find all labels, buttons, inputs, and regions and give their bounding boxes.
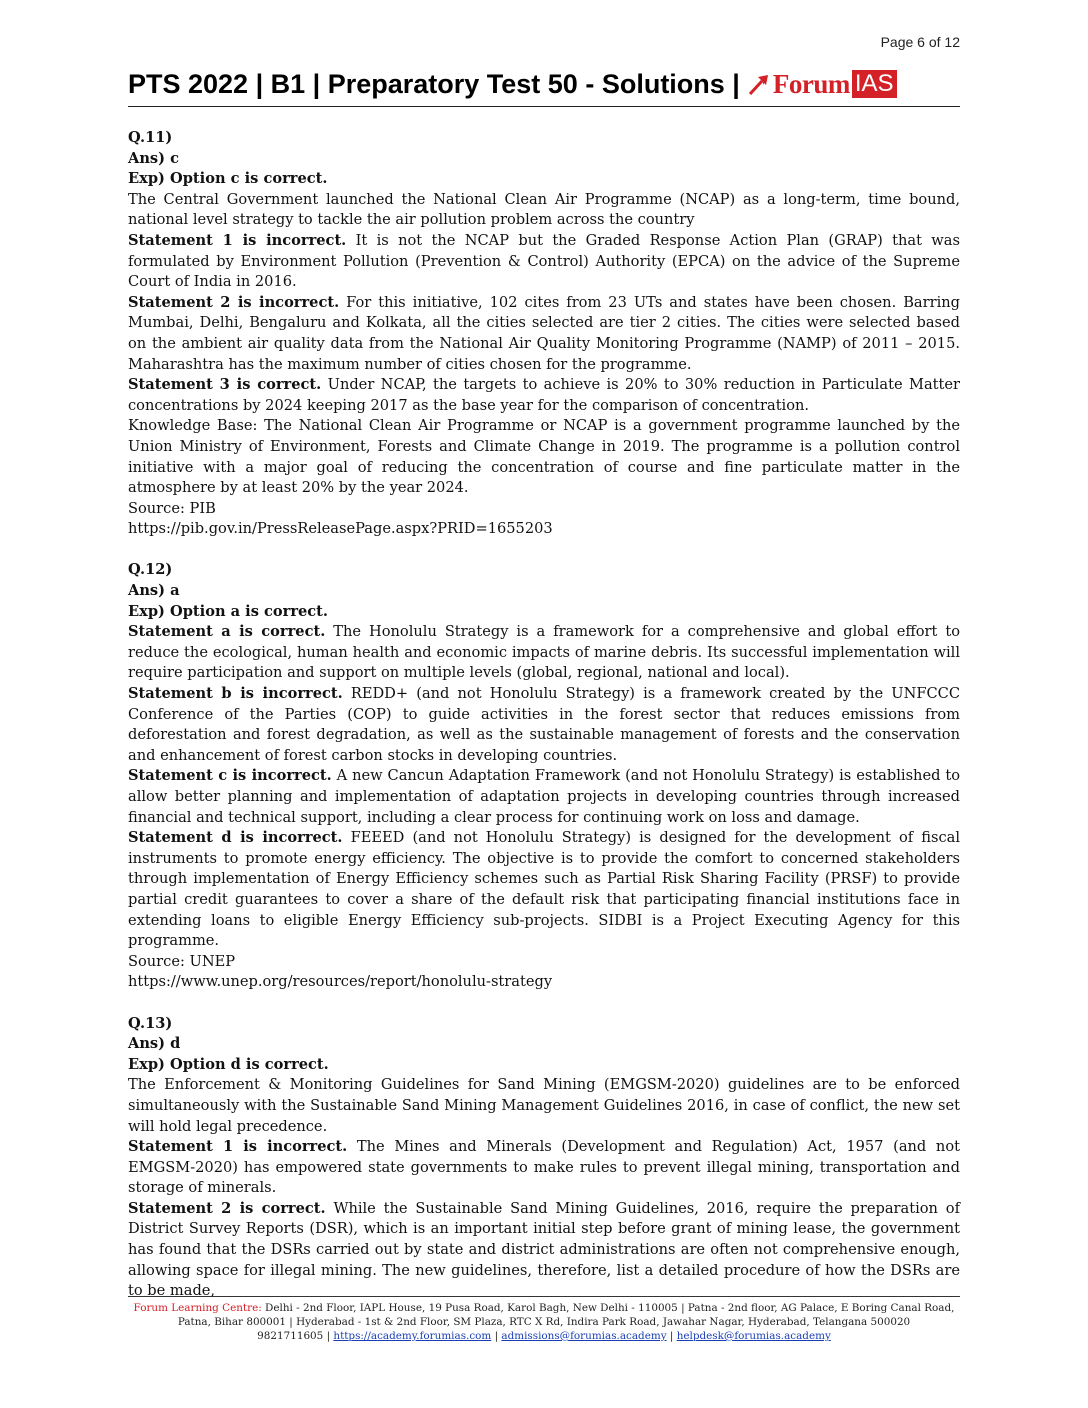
page-header	[128, 62, 960, 107]
statement-label: Statement c is incorrect.	[128, 767, 332, 785]
footer-address-line-1	[128, 1301, 960, 1315]
question-number: Q.13)	[128, 1014, 173, 1032]
answer: Ans) a	[128, 582, 180, 600]
question-12	[128, 560, 960, 992]
answer: Ans) d	[128, 1035, 181, 1053]
source: Source: PIB	[128, 499, 216, 517]
spacer	[128, 993, 960, 1014]
intro-paragraph: The Central Government launched the National Clean Air Programme (NCAP) as a long-term, time bound, national level strategy to tackle the air pollution problem across the country	[128, 190, 960, 229]
statement-paragraph	[128, 1199, 960, 1302]
statement-paragraph	[128, 1137, 960, 1199]
question-11	[128, 128, 960, 540]
question-number: Q.12)	[128, 561, 173, 579]
statement-text: A new Cancun Adaptation Framework (and not Honolulu Strategy) is established to allow better planning and implementation of adaptation projects in developing countries through increased financial and technical support, including a clear process for continuing work on loss and damage.	[128, 767, 960, 826]
footer-brand: Forum Learning Centre:	[133, 1302, 262, 1314]
statement-text: Under NCAP, the targets to achieve is 20% to 30% reduction in Particulate Matter concentrations by 2024 keeping 2017 as the base year for the comparison of concentration.	[128, 376, 960, 414]
statement-label: Statement b is incorrect.	[128, 685, 343, 703]
footer-contact-line	[128, 1329, 960, 1343]
statement-text: For this initiative, 102 cites from 23 UTs and states have been chosen. Barring Mumbai, Delhi, Bengaluru and Kolkata, all the cities selected are tier 2 cities. The cities were selected based on the ambient air quality data from the National Air Quality Monitoring Programme (NAMP) of 2011 – 2015. Maharashtra has the maximum number of cities chosen for the programme.	[128, 293, 960, 373]
forumias-logo	[748, 69, 897, 100]
statement-text: REDD+ (and not Honolulu Strategy) is a framework created by the UNFCCC Conference of the Parties (COP) to guide activities in the forest sector that reduces emissions from deforestation and forest degradation, as well as the sustainable management of forests and the conservation and enhancement of forest carbon stocks in developing countries.	[128, 685, 960, 764]
statement-text: The Mines and Minerals (Development and Regulation) Act, 1957 (and not EMGSM-2020) has empowered state governments to make rules to prevent illegal mining, transportation and storage of minerals.	[128, 1138, 960, 1197]
helpdesk-email-link[interactable]: helpdesk@forumias.academy	[676, 1330, 831, 1342]
footer-phone: 9821711605 |	[257, 1330, 334, 1342]
solutions-content	[128, 128, 960, 1302]
statement-paragraph	[128, 231, 960, 293]
statement-paragraph	[128, 828, 960, 952]
statement-text: FEEED (and not Honolulu Strategy) is designed for the development of fiscal instruments to promote energy efficiency. The objective is to provide the comfort to concerned stakeholders through implementation of Energy Efficiency schemes such as Partial Risk Sharing Facility (PRSF) to provide partial credit guarantees to cover a share of the default risk that participating financial institutions face in extending loans to eligible Energy Efficiency sub-projects. SIDBI is a Project Executing Agency for this programme.	[128, 829, 960, 950]
academy-link[interactable]: https://academy.forumias.com	[333, 1330, 492, 1342]
statement-paragraph	[128, 375, 960, 416]
knowledge-base: Knowledge Base: The National Clean Air Programme or NCAP is a government programme launched by the Union Ministry of Environment, Forests and Climate Change in 2019. The programme is a pollution control initiative with a major goal of reducing the concentration of course and fine particulate matter in the atmosphere by at least 20% by the year 2024.	[128, 417, 960, 497]
question-13	[128, 1014, 960, 1302]
source: Source: UNEP	[128, 952, 236, 970]
statement-label: Statement a is correct.	[128, 623, 326, 641]
explanation-heading: Exp) Option a is correct.	[128, 602, 329, 620]
footer-separator: |	[666, 1330, 677, 1342]
statement-label: Statement 1 is incorrect.	[128, 1138, 348, 1156]
page-footer	[128, 1296, 960, 1343]
statement-paragraph	[128, 622, 960, 684]
intro-paragraph: The Enforcement & Monitoring Guidelines for Sand Mining (EMGSM-2020) guidelines are to be enforced simultaneously with the Sustainable Sand Mining Management Guidelines 2016, in case of conflict, the new set will hold legal precedence.	[128, 1076, 960, 1135]
statement-label: Statement 3 is correct.	[128, 376, 322, 394]
explanation-heading: Exp) Option c is correct.	[128, 170, 328, 188]
statement-label: Statement d is incorrect.	[128, 829, 343, 847]
explanation-heading: Exp) Option d is correct.	[128, 1055, 329, 1073]
statement-label: Statement 1 is incorrect.	[128, 231, 347, 249]
source-url: https://www.unep.org/resources/report/honolulu-strategy	[128, 973, 553, 991]
header-title: PTS 2022 | B1 | Preparatory Test 50 - Solutions |	[128, 68, 740, 99]
statement-text: The Honolulu Strategy is a framework for a comprehensive and global effort to reduce the ecological, human health and economic impacts of marine debris. Its successful implementation will require participation and support on multiple levels (global, regional, national and local).	[128, 623, 960, 682]
page-number: Page 6 of 12	[880, 34, 960, 50]
question-number: Q.11)	[128, 129, 173, 146]
admissions-email-link[interactable]: admissions@forumias.academy	[501, 1330, 667, 1342]
footer-separator: |	[491, 1330, 502, 1342]
statement-paragraph	[128, 684, 960, 766]
statement-label: Statement 2 is correct.	[128, 1199, 326, 1217]
logo-forum-text: Forum	[772, 68, 850, 99]
arrow-logo-icon	[748, 73, 770, 95]
statement-text: While the Sustainable Sand Mining Guidelines, 2016, require the preparation of District Survey Reports (DSR), which is an important initial step before grant of mining lease, the government has found that the DSRs carried out by state and district administrations are often not comprehensive enough, allowing space for illegal mining. The new guidelines, therefore, list a detailed procedure of how the DSRs are to be made,	[128, 1199, 960, 1300]
answer: Ans) c	[128, 149, 180, 167]
statement-paragraph	[128, 293, 960, 375]
source-url: https://pib.gov.in/PressReleasePage.aspx?PRID=1655203	[128, 520, 553, 538]
statement-paragraph	[128, 766, 960, 828]
spacer	[128, 540, 960, 561]
statement-label: Statement 2 is incorrect.	[128, 293, 340, 311]
footer-address: Delhi - 2nd Floor, IAPL House, 19 Pusa Road, Karol Bagh, New Delhi - 110005 | Patna - 2nd floor, AG Palace, E Boring Canal Road,	[261, 1302, 955, 1314]
footer-address-line-2: Patna, Bihar 800001 | Hyderabad - 1st & 2nd Floor, SM Plaza, RTC X Rd, Indira Park Road, Jawahar Nagar, Hyderabad, Telangana 500020	[177, 1316, 911, 1328]
logo-ias-text: IAS	[852, 70, 897, 98]
statement-text: It is not the NCAP but the Graded Response Action Plan (GRAP) that was formulated by Environment Pollution (Prevention & Control) Authority (EPCA) on the advice of the Supreme Court of India in 2016.	[128, 231, 960, 291]
